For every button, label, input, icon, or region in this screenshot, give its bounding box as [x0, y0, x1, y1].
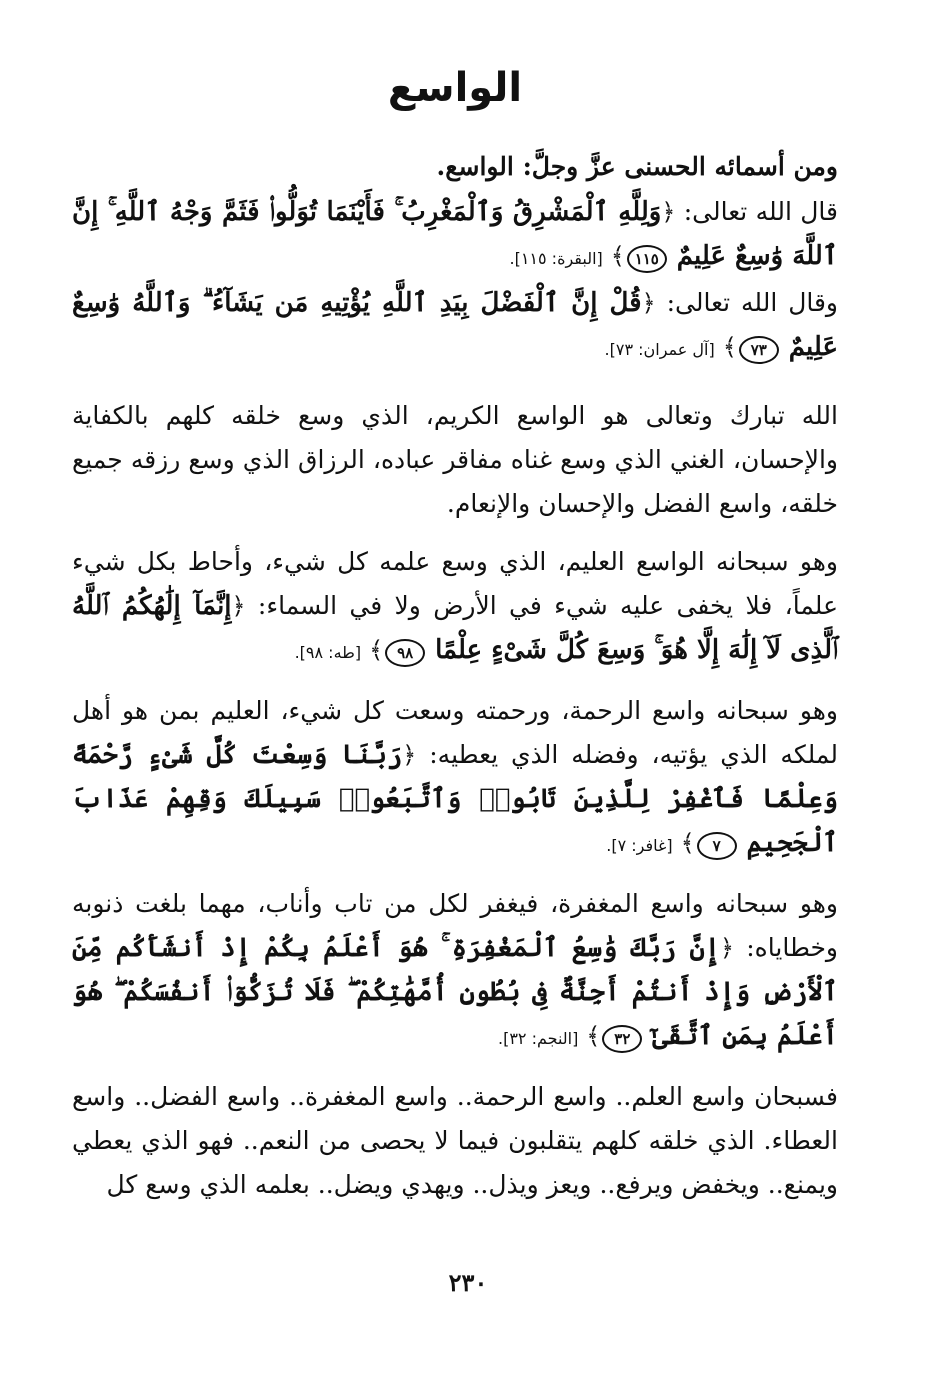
quote-baqarah	[72, 190, 838, 281]
paragraph-text: وهو سبحانه واسع الرحمة، ورحمته وسعت كل شيء، العليم بمن هو أهل لملكه الذي يؤتيه، وفضله الذي يعطيه:	[72, 696, 838, 769]
page-content	[72, 60, 838, 1207]
ornate-close-bracket: ﴾	[586, 1022, 601, 1050]
quran-verse: وَلِلَّهِ ٱلْمَشْرِقُ وَٱلْمَغْرِبُ ۚ فَأَيْنَمَا تُوَلُّوا۟ فَثَمَّ وَجْهُ ٱللَّهِ ۚ إِنَّ ٱللَّهَ وَٰسِعٌ عَلِيمٌ	[72, 197, 838, 271]
surah-reference: [النجم: ٣٢].	[497, 1029, 579, 1048]
surah-reference: [غافر: ٧].	[606, 836, 673, 855]
quote-al-imran	[72, 281, 838, 372]
lead-sentence: ومن أسمائه الحسنى عزَّ وجلَّ: الواسع.	[436, 152, 838, 181]
quote-intro: وقال الله تعالى:	[655, 288, 838, 317]
ornate-open-bracket: ﴿	[231, 592, 246, 620]
ornate-open-bracket: ﴿	[641, 289, 656, 317]
body-paragraph: الله تبارك وتعالى هو الواسع الكريم، الذي وسع خلقه كلهم بالكفاية والإحسان، الغني الذي وسع غناه مفاقر عباده، الرزاق الذي وسع رزقه جميع خلقه، واسع الفضل والإحسان والإنعام.	[72, 401, 838, 518]
ornate-close-bracket: ﴾	[722, 333, 737, 361]
spacer	[72, 675, 838, 689]
verse-number-medallion: ٧	[697, 832, 737, 860]
verse-number-medallion: ٩٨	[385, 639, 425, 667]
spacer	[72, 868, 838, 882]
spacer	[72, 372, 838, 394]
quran-verse: إِنَّ رَبَّكَ وَٰسِعُ ٱلْمَغْفِرَةِ ۚ هُوَ أَعْلَمُ بِكُمْ إِذْ أَنشَأَكُم مِّنَ ٱلْأَرْضِ وَإِذْ أَنتُمْ أَجِنَّةٌ فِى بُطُونِ أُمَّهَٰتِكُمْ ۖ فَلَا تُزَكُّوٓا۟ أَنفُسَكُمْ ۖ هُوَ أَعْلَمُ بِمَنِ ٱتَّقَىٰٓ	[72, 933, 838, 1051]
quote-intro: قال الله تعالى:	[675, 197, 839, 226]
body-paragraph	[72, 689, 838, 868]
quran-verse: رَبَّنَا وَسِعْتَ كُلَّ شَىْءٍ رَّحْمَةً وَعِلْمًا فَٱغْفِرْ لِلَّذِينَ تَابُوا۟ وَٱتَّبَعُوا۟ سَبِيلَكَ وَقِهِمْ عَذَابَ ٱلْجَحِيمِ	[72, 740, 838, 858]
spacer	[72, 1061, 838, 1075]
ornate-close-bracket: ﴾	[680, 829, 695, 857]
ornate-close-bracket: ﴾	[369, 636, 384, 664]
ornate-open-bracket: ﴿	[402, 741, 417, 769]
surah-reference: [البقرة: ١١٥].	[509, 249, 603, 268]
quran-verse: إِنَّمَآ إِلَٰهُكُمُ ٱللَّهُ ٱلَّذِى لَآ إِلَٰهَ إِلَّا هُوَ ۚ وَسِعَ كُلَّ شَىْءٍ عِلْمًا	[72, 591, 838, 665]
verse-number-medallion: ٣٢	[602, 1025, 642, 1053]
spacer	[72, 526, 838, 540]
surah-reference: [طه: ٩٨].	[294, 643, 362, 662]
body-paragraph	[72, 540, 838, 675]
verse-number-medallion: ١١٥	[627, 245, 667, 273]
paragraph-text: وهو سبحانه واسع المغفرة، فيغفر لكل من تاب وأناب، مهما بلغت ذنوبه وخطاياه:	[72, 889, 838, 962]
body-paragraph	[72, 882, 838, 1061]
ornate-open-bracket: ﴿	[661, 198, 676, 226]
paragraph-text: وهو سبحانه الواسع العليم، الذي وسع علمه كل شيء، وأحاط بكل شيء علماً، فلا يخفى عليه شيء في الأرض ولا في السماء:	[72, 547, 839, 620]
ornate-close-bracket: ﴾	[610, 242, 625, 270]
surah-reference: [آل عمران: ٧٣].	[604, 340, 715, 359]
verse-number-medallion: ٧٣	[739, 336, 779, 364]
body-paragraph: فسبحان واسع العلم.. واسع الرحمة.. واسع المغفرة.. واسع الفضل.. واسع العطاء. الذي خلقه كلهم يتقلبون فيما لا يحصى من النعم.. فهو الذي يعطي ويمنع.. ويخفض ويرفع.. ويعز ويذل.. ويهدي ويضل.. بعلمه الذي وسع كل	[72, 1082, 838, 1199]
quran-verse: قُلْ إِنَّ ٱلْفَضْلَ بِيَدِ ٱللَّهِ يُؤْتِيهِ مَن يَشَآءُ ۗ وَٱللَّهُ وَٰسِعٌ عَلِيمٌ	[72, 288, 838, 362]
ornate-open-bracket: ﴿	[720, 934, 735, 962]
page-title: الواسع	[387, 65, 523, 111]
page-number: ٢٣٠	[448, 1268, 488, 1297]
